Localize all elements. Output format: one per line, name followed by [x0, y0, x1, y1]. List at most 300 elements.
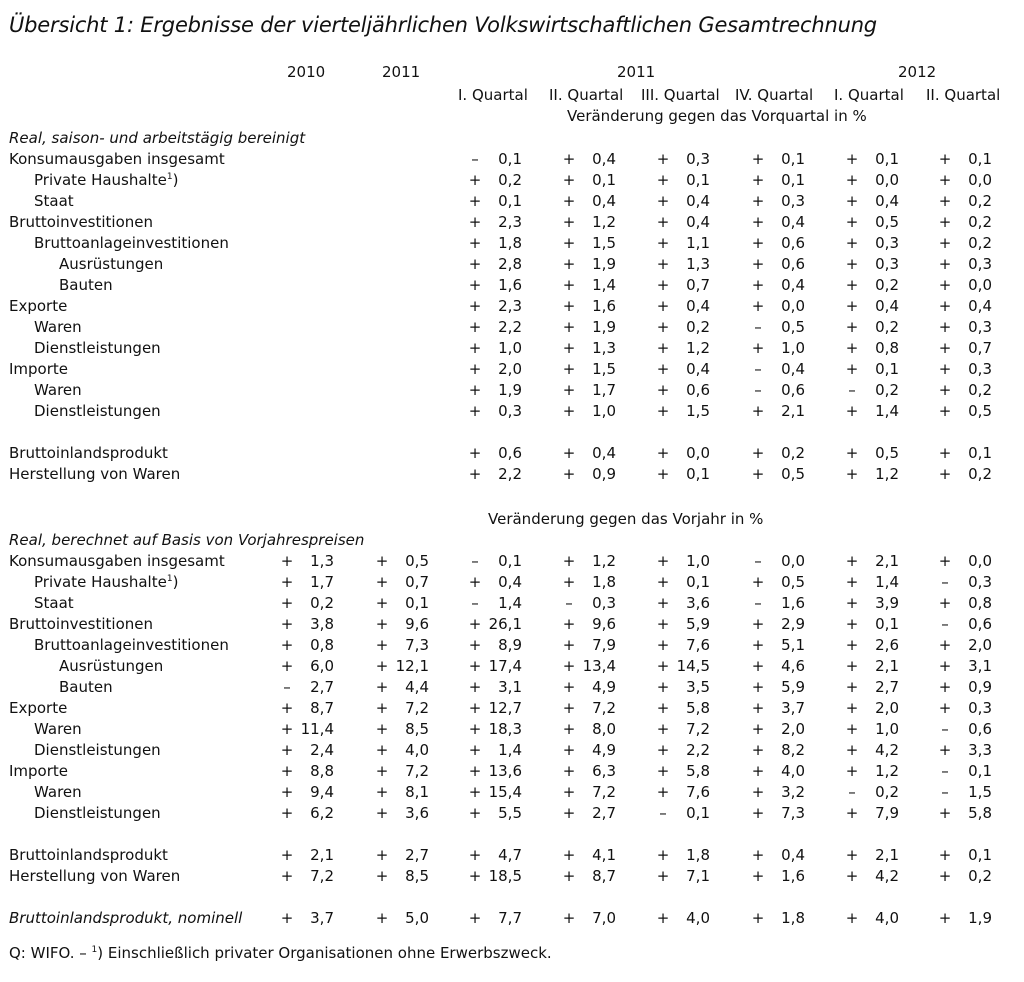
value-sign: + — [280, 636, 294, 654]
value-cell — [375, 804, 429, 825]
header-quarter-1-2012: I. Quartal — [834, 86, 904, 104]
value-sign: + — [751, 444, 765, 462]
value-cell — [375, 636, 429, 657]
value-number: 7,7 — [498, 909, 522, 927]
value-number: 7,0 — [592, 909, 616, 927]
value-number: 0,0 — [781, 552, 805, 570]
value-number: 0,2 — [875, 381, 899, 399]
value-number: 2,7 — [875, 678, 899, 696]
value-cell — [751, 909, 805, 930]
value-sign: + — [656, 636, 670, 654]
value-cell — [562, 381, 616, 402]
header-quarter-4-2011: IV. Quartal — [735, 86, 814, 104]
value-sign: + — [375, 867, 389, 885]
value-cell — [562, 234, 616, 255]
value-number: 2,1 — [875, 552, 899, 570]
value-number: 0,0 — [968, 171, 992, 189]
value-cell — [845, 573, 899, 594]
value-sign: + — [562, 720, 576, 738]
value-sign: – — [754, 360, 762, 378]
value-number: 0,2 — [498, 171, 522, 189]
value-number: 6,3 — [592, 762, 616, 780]
header-quarter-1-2011: I. Quartal — [458, 86, 528, 104]
row-label — [59, 657, 163, 675]
value-cell — [656, 213, 710, 234]
value-number: 3,9 — [875, 594, 899, 612]
value-cell — [845, 171, 899, 192]
value-cell — [468, 678, 522, 699]
value-number: 1,2 — [686, 339, 710, 357]
value-sign: – — [941, 573, 949, 591]
value-cell — [375, 678, 429, 699]
value-cell — [751, 339, 805, 360]
value-sign: + — [562, 552, 576, 570]
value-sign: + — [562, 339, 576, 357]
table-row — [0, 255, 1024, 276]
value-sign: + — [280, 699, 294, 717]
value-cell — [562, 657, 616, 678]
value-sign: + — [656, 657, 670, 675]
value-number: 2,1 — [310, 846, 334, 864]
value-number: 7,6 — [686, 636, 710, 654]
value-number: 7,1 — [686, 867, 710, 885]
value-sign: + — [938, 360, 952, 378]
table-row — [0, 783, 1024, 804]
value-cell — [280, 657, 334, 678]
value-cell — [845, 909, 899, 930]
value-number: 0,8 — [968, 594, 992, 612]
value-sign: + — [845, 150, 859, 168]
value-cell — [845, 318, 899, 339]
value-number: 0,8 — [310, 636, 334, 654]
footnote-marker: 1 — [166, 172, 173, 182]
value-number: 2,8 — [498, 255, 522, 273]
value-sign: + — [845, 741, 859, 759]
value-sign: + — [751, 657, 765, 675]
value-number: 1,7 — [310, 573, 334, 591]
value-number: 5,8 — [968, 804, 992, 822]
value-cell — [845, 381, 899, 402]
row-label — [59, 255, 163, 273]
value-cell — [845, 804, 899, 825]
row-label-suffix: ) — [172, 573, 179, 591]
value-number: 6,0 — [310, 657, 334, 675]
row-label-text: Konsumausgaben insgesamt — [9, 150, 225, 168]
value-number: 13,6 — [488, 762, 522, 780]
value-sign: + — [562, 741, 576, 759]
value-sign: + — [845, 339, 859, 357]
value-cell — [938, 192, 992, 213]
value-sign: + — [468, 699, 482, 717]
table-row — [0, 741, 1024, 762]
value-sign: + — [280, 594, 294, 612]
value-number: 2,7 — [405, 846, 429, 864]
row-label-text: Waren — [34, 318, 82, 336]
value-sign: + — [751, 234, 765, 252]
value-number: 4,6 — [781, 657, 805, 675]
value-sign: + — [562, 192, 576, 210]
value-cell — [468, 783, 522, 804]
value-number: 7,2 — [592, 699, 616, 717]
value-cell — [656, 150, 710, 171]
value-number: 0,5 — [405, 552, 429, 570]
value-number: 0,0 — [968, 552, 992, 570]
value-number: 5,8 — [686, 762, 710, 780]
value-cell — [562, 552, 616, 573]
footnote-source: Q: WIFO. – — [9, 944, 92, 962]
value-number: 7,6 — [686, 783, 710, 801]
value-cell — [845, 213, 899, 234]
value-number: 4,0 — [405, 741, 429, 759]
row-label-text: Herstellung von Waren — [9, 465, 181, 483]
value-number: 0,0 — [875, 171, 899, 189]
value-number: 9,6 — [405, 615, 429, 633]
row-label — [34, 636, 229, 654]
value-number: 2,0 — [875, 699, 899, 717]
value-sign: + — [656, 402, 670, 420]
value-sign: + — [751, 867, 765, 885]
value-sign: + — [845, 276, 859, 294]
value-sign: + — [845, 360, 859, 378]
value-number: 1,5 — [686, 402, 710, 420]
value-number: 3,7 — [781, 699, 805, 717]
value-sign: + — [656, 276, 670, 294]
value-number: 8,5 — [405, 867, 429, 885]
value-cell — [938, 213, 992, 234]
value-cell — [562, 192, 616, 213]
value-number: 8,9 — [498, 636, 522, 654]
value-sign: + — [375, 657, 389, 675]
value-number: 0,1 — [875, 615, 899, 633]
value-cell — [562, 297, 616, 318]
value-number: 0,3 — [875, 234, 899, 252]
value-number: 0,2 — [968, 867, 992, 885]
value-sign: + — [280, 657, 294, 675]
value-number: 9,4 — [310, 783, 334, 801]
value-sign: + — [375, 846, 389, 864]
value-sign: + — [656, 381, 670, 399]
header-year-2010: 2010 — [287, 63, 326, 81]
value-sign: + — [468, 381, 482, 399]
header-quarter-3-2011: III. Quartal — [641, 86, 720, 104]
value-number: 0,4 — [686, 360, 710, 378]
value-number: 2,3 — [498, 213, 522, 231]
value-cell — [938, 234, 992, 255]
row-label — [34, 234, 229, 252]
value-sign: + — [468, 297, 482, 315]
value-sign: + — [656, 234, 670, 252]
value-cell — [656, 909, 710, 930]
value-number: 0,3 — [592, 594, 616, 612]
row-label-text: Dienstleistungen — [34, 402, 161, 420]
value-sign: + — [468, 762, 482, 780]
value-number: 0,1 — [686, 573, 710, 591]
value-number: 3,5 — [686, 678, 710, 696]
value-sign: + — [468, 846, 482, 864]
value-sign: + — [751, 192, 765, 210]
value-sign: + — [845, 762, 859, 780]
value-sign: + — [375, 573, 389, 591]
value-number: 0,3 — [498, 402, 522, 420]
value-number: 0,4 — [686, 297, 710, 315]
value-cell — [468, 867, 522, 888]
value-sign: – — [283, 678, 291, 696]
value-number: 0,1 — [686, 171, 710, 189]
value-number: 5,1 — [781, 636, 805, 654]
value-cell — [845, 255, 899, 276]
value-sign: + — [468, 678, 482, 696]
value-cell — [656, 636, 710, 657]
value-sign: + — [656, 741, 670, 759]
table-row — [0, 402, 1024, 423]
value-sign: + — [562, 804, 576, 822]
value-cell — [468, 171, 522, 192]
header-quarter-2-2011: II. Quartal — [549, 86, 624, 104]
value-number: 0,6 — [781, 255, 805, 273]
value-cell — [656, 615, 710, 636]
value-sign: + — [845, 657, 859, 675]
value-cell — [656, 234, 710, 255]
value-sign: + — [468, 339, 482, 357]
value-number: 0,4 — [875, 297, 899, 315]
value-cell — [938, 444, 992, 465]
value-cell — [375, 657, 429, 678]
value-number: 0,6 — [498, 444, 522, 462]
value-sign: + — [656, 699, 670, 717]
value-cell — [845, 657, 899, 678]
value-number: 3,8 — [310, 615, 334, 633]
row-label-text: Exporte — [9, 699, 68, 717]
value-number: 4,1 — [592, 846, 616, 864]
row-label — [34, 783, 82, 801]
value-sign: + — [845, 234, 859, 252]
value-number: 0,1 — [968, 762, 992, 780]
value-cell — [562, 804, 616, 825]
table-row — [0, 339, 1024, 360]
value-number: 3,1 — [968, 657, 992, 675]
value-cell — [468, 636, 522, 657]
table-row — [0, 657, 1024, 678]
value-sign: + — [562, 297, 576, 315]
value-sign: + — [468, 213, 482, 231]
value-number: 0,4 — [781, 360, 805, 378]
row-label-text: Bruttoinlandsprodukt — [9, 846, 168, 864]
value-number: 2,1 — [875, 846, 899, 864]
value-sign: + — [562, 783, 576, 801]
value-number: 0,3 — [968, 255, 992, 273]
table-row — [0, 171, 1024, 192]
header-quarter-2-2012: II. Quartal — [926, 86, 1001, 104]
value-cell — [468, 465, 522, 486]
value-sign: + — [938, 402, 952, 420]
table-row — [0, 699, 1024, 720]
value-sign: + — [468, 657, 482, 675]
table-row — [0, 846, 1024, 867]
value-number: 26,1 — [488, 615, 522, 633]
value-number: 14,5 — [676, 657, 710, 675]
value-sign: + — [562, 444, 576, 462]
row-label — [9, 615, 153, 633]
value-number: 0,9 — [592, 465, 616, 483]
value-cell — [845, 699, 899, 720]
value-cell — [375, 783, 429, 804]
value-number: 1,9 — [498, 381, 522, 399]
value-cell — [656, 678, 710, 699]
value-cell — [468, 402, 522, 423]
value-cell — [375, 552, 429, 573]
value-cell — [938, 255, 992, 276]
value-number: 8,2 — [781, 741, 805, 759]
row-label-text: Waren — [34, 783, 82, 801]
value-sign: + — [656, 339, 670, 357]
value-number: 1,7 — [592, 381, 616, 399]
value-cell — [845, 867, 899, 888]
value-cell — [751, 699, 805, 720]
value-number: 8,1 — [405, 783, 429, 801]
value-sign: + — [656, 318, 670, 336]
value-number: 8,8 — [310, 762, 334, 780]
value-sign: – — [941, 762, 949, 780]
value-cell — [280, 741, 334, 762]
value-cell — [562, 573, 616, 594]
value-cell — [375, 867, 429, 888]
value-sign: + — [562, 699, 576, 717]
value-cell — [656, 804, 710, 825]
row-label-text: Bruttoinvestitionen — [9, 213, 154, 231]
row-label-text: Herstellung von Waren — [9, 867, 181, 885]
value-cell — [468, 276, 522, 297]
table-row — [0, 867, 1024, 888]
row-label — [9, 846, 168, 864]
value-sign: + — [845, 573, 859, 591]
value-sign: + — [656, 762, 670, 780]
value-cell — [468, 741, 522, 762]
value-sign: + — [656, 846, 670, 864]
value-cell — [280, 573, 334, 594]
row-label-text: Bruttoinlandsprodukt, nominell — [9, 909, 243, 927]
row-label — [34, 171, 178, 189]
value-sign: – — [565, 594, 573, 612]
value-sign: + — [845, 594, 859, 612]
row-label — [9, 297, 67, 315]
value-sign: + — [656, 678, 670, 696]
value-sign: + — [938, 741, 952, 759]
row-label — [9, 867, 180, 885]
row-label — [59, 276, 113, 294]
table-row — [0, 360, 1024, 381]
value-cell — [468, 339, 522, 360]
value-number: 0,4 — [686, 213, 710, 231]
value-sign: + — [845, 318, 859, 336]
value-sign: – — [848, 783, 856, 801]
value-number: 8,0 — [592, 720, 616, 738]
value-number: 0,5 — [781, 573, 805, 591]
value-number: 5,9 — [686, 615, 710, 633]
value-sign: + — [280, 804, 294, 822]
value-sign: + — [751, 783, 765, 801]
value-number: 0,2 — [968, 213, 992, 231]
value-sign: + — [751, 150, 765, 168]
value-sign: + — [938, 552, 952, 570]
value-cell — [751, 657, 805, 678]
value-sign: + — [845, 213, 859, 231]
value-sign: + — [656, 255, 670, 273]
row-label — [34, 402, 161, 420]
value-cell — [938, 573, 992, 594]
value-cell — [656, 171, 710, 192]
value-number: 1,8 — [686, 846, 710, 864]
value-cell — [562, 867, 616, 888]
header-group-2012: 2012 — [898, 63, 937, 81]
row-label — [9, 552, 225, 570]
value-sign: + — [751, 699, 765, 717]
value-number: 0,9 — [968, 678, 992, 696]
value-number: 3,6 — [686, 594, 710, 612]
value-number: 0,4 — [498, 573, 522, 591]
value-cell — [375, 573, 429, 594]
value-cell — [845, 594, 899, 615]
value-sign: – — [754, 318, 762, 336]
value-sign: + — [562, 234, 576, 252]
table-row — [0, 444, 1024, 465]
value-sign: + — [938, 636, 952, 654]
value-cell — [751, 573, 805, 594]
value-cell — [845, 741, 899, 762]
value-number: 8,7 — [592, 867, 616, 885]
value-cell — [375, 762, 429, 783]
value-number: 7,2 — [686, 720, 710, 738]
value-sign: + — [468, 192, 482, 210]
value-cell — [656, 444, 710, 465]
value-sign: + — [562, 465, 576, 483]
value-cell — [562, 720, 616, 741]
value-sign: + — [845, 720, 859, 738]
value-number: 0,6 — [781, 234, 805, 252]
value-cell — [468, 699, 522, 720]
value-cell — [845, 636, 899, 657]
value-sign: + — [468, 909, 482, 927]
value-number: 3,3 — [968, 741, 992, 759]
value-cell — [938, 381, 992, 402]
value-sign: + — [751, 804, 765, 822]
row-label-text: Bruttoinlandsprodukt — [9, 444, 168, 462]
value-sign: + — [656, 360, 670, 378]
value-number: 0,1 — [498, 192, 522, 210]
value-sign: + — [938, 234, 952, 252]
value-sign: + — [656, 552, 670, 570]
value-number: 5,8 — [686, 699, 710, 717]
value-cell — [656, 276, 710, 297]
value-number: 18,5 — [488, 867, 522, 885]
value-cell — [656, 720, 710, 741]
value-sign: – — [471, 594, 479, 612]
value-sign: + — [938, 699, 952, 717]
value-number: 1,9 — [592, 255, 616, 273]
value-sign: + — [845, 909, 859, 927]
value-number: 1,5 — [968, 783, 992, 801]
value-number: 1,9 — [592, 318, 616, 336]
value-number: 7,2 — [592, 783, 616, 801]
value-number: 0,3 — [968, 699, 992, 717]
value-cell — [280, 636, 334, 657]
value-cell — [562, 339, 616, 360]
value-sign: + — [845, 255, 859, 273]
value-sign: + — [375, 552, 389, 570]
value-sign: – — [941, 720, 949, 738]
value-sign: + — [938, 465, 952, 483]
value-cell — [751, 846, 805, 867]
row-label — [34, 804, 161, 822]
